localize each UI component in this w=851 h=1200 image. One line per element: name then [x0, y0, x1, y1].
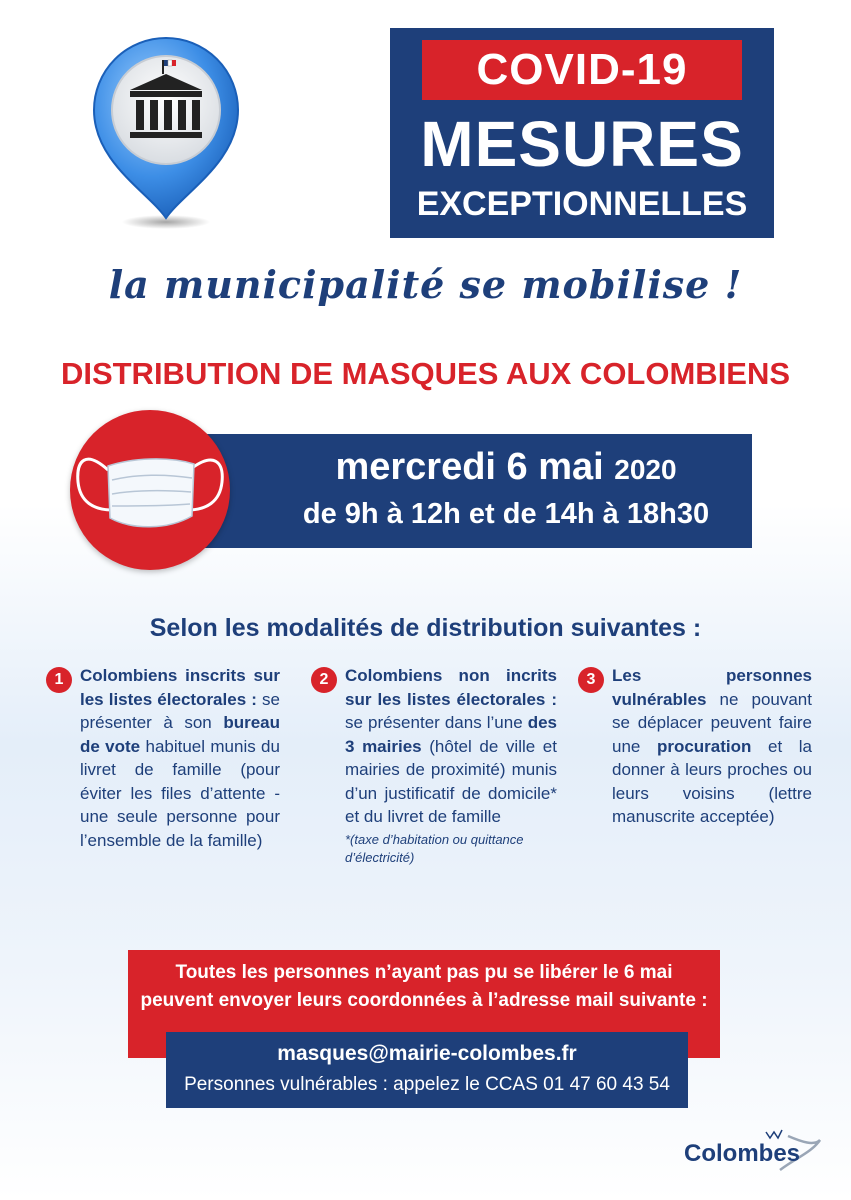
modalite-text-b: et la donner à leurs proches ou leurs voisins (lettre manuscrite acceptée) [612, 736, 812, 826]
step-number-badge: 3 [578, 667, 604, 693]
date-hours: de 9h à 12h et de 14h à 18h30 [302, 498, 710, 530]
contact-email[interactable]: masques@mairie-colombes.fr [277, 1042, 577, 1065]
modalite-bold-a: des 3 mairies [345, 713, 557, 756]
step-number-badge: 1 [46, 667, 72, 693]
tagline: la municipalité se mobilise ! [108, 262, 743, 307]
modalite-text [612, 664, 812, 829]
contact-phone: Personnes vulnérables : appelez le CCAS 01 47 60 43 54 [184, 1074, 670, 1095]
modalite-text-a: ne pouvant se déplacer peuvent faire une [612, 689, 812, 756]
logo-text: Colombes [684, 1140, 801, 1167]
city-hall-location-pin-icon [86, 22, 256, 232]
modalite-text [80, 664, 280, 852]
modalites-title: Selon les modalités de distribution suivantes : [149, 614, 702, 642]
step-number-badge: 2 [311, 667, 337, 693]
header-title-covid: COVID-19 [422, 40, 742, 100]
header-title-exceptionnelles: EXCEPTIONNELLES [416, 185, 748, 223]
date-year: 2020 [614, 454, 677, 485]
modalite-2 [319, 664, 557, 867]
modalite-footnote: *(taxe d’habitation ou quittance d’électricité) [345, 831, 524, 865]
modalite-bold-a: bureau de vote [80, 713, 280, 756]
contact-details [166, 1032, 688, 1108]
modalite-3 [586, 664, 812, 829]
date-day: mercredi 6 mai [335, 446, 604, 488]
contact-line-2: peuvent envoyer leurs coordonnées à l’adresse mail suivante : [140, 990, 708, 1011]
modalite-text-b: (hôtel de ville et mairies de proximité) munis d’un justificatif de domicile* et du livret de famille [345, 736, 557, 826]
face-mask-icon [72, 440, 228, 540]
distribution-title: DISTRIBUTION DE MASQUES AUX COLOMBIENS [60, 356, 791, 391]
header-title-mesures: MESURES [420, 108, 744, 180]
date-banner [200, 434, 752, 548]
modalite-intro: Colombiens non incrits sur les listes électorales : [345, 666, 557, 709]
colombes-logo [684, 1126, 824, 1174]
modalite-1 [54, 664, 280, 852]
date-day-line [260, 442, 752, 495]
header-banner [390, 28, 774, 238]
modalite-intro: Colombiens inscrits sur les listes électorales : [80, 666, 280, 709]
contact-line-1: Toutes les personnes n’ayant pas pu se libérer le 6 mai [175, 962, 673, 983]
modalite-text-a: se présenter à son [80, 689, 280, 732]
modalite-text-b: habituel munis du livret de famille (pour éviter les files d’attente - une seule personne pour l’ensemble de la famille) [80, 736, 280, 850]
modalite-bold-a: procuration [656, 736, 752, 756]
modalite-text [345, 664, 557, 829]
modalite-intro: Les personnes vulnérables [612, 666, 812, 709]
modalite-text-a: se présenter dans l’une [345, 713, 523, 732]
